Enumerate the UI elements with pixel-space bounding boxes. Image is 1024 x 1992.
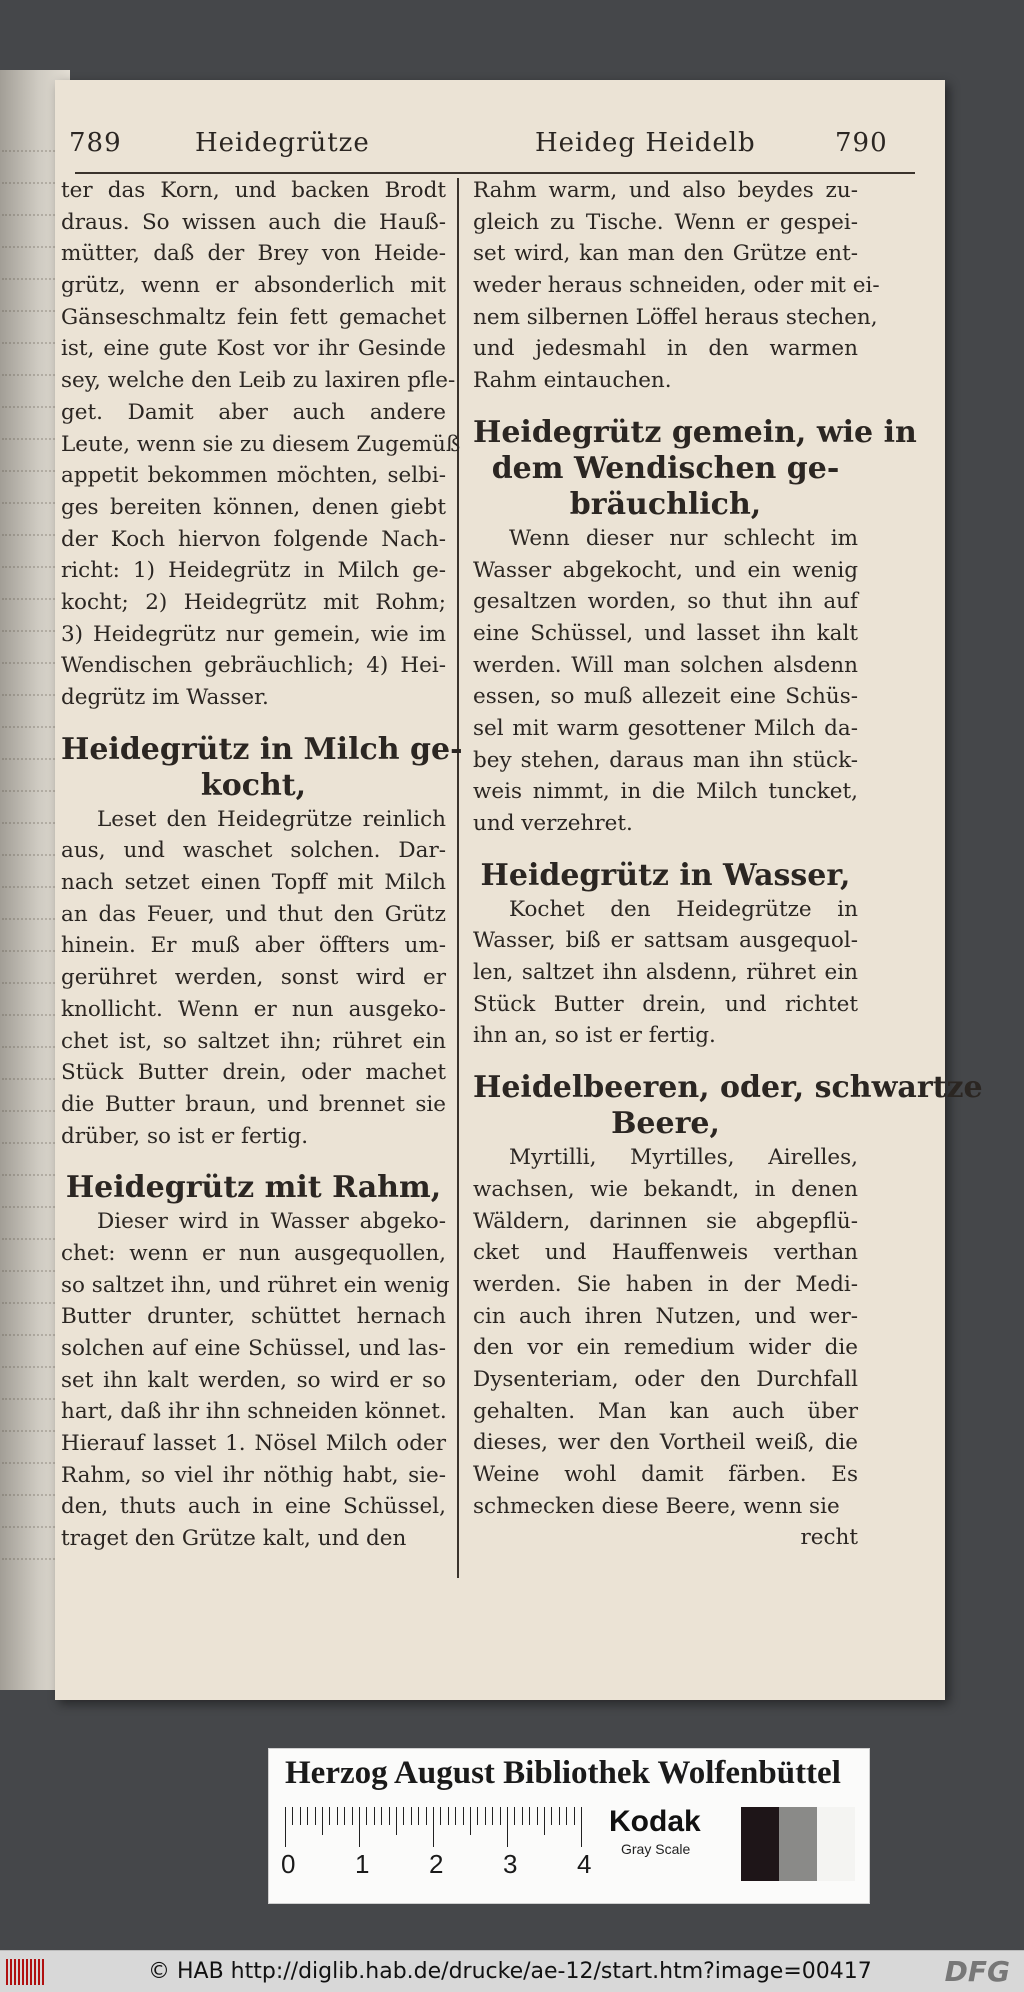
text-line: Wasser, biß er sattsam ausgequol- [473, 928, 858, 954]
wasser-paragraph [473, 894, 858, 1052]
ruler-tick [485, 1807, 486, 1825]
ghost-text-line [2, 150, 62, 166]
ruler-tick [470, 1807, 471, 1835]
ghost-text-line [2, 662, 62, 678]
text-line: traget den Grütze kalt, und den [61, 1526, 407, 1552]
library-name: Herzog August Bibliothek Wolfenbüttel [285, 1755, 841, 1791]
rahm-paragraph [61, 1206, 450, 1555]
book-page [55, 80, 983, 1700]
ghost-text-line [2, 822, 62, 838]
text-line: Rahm warm, und also beydes zu- [473, 178, 858, 203]
scale-ruler [285, 1807, 603, 1847]
text-line: mütter, daß der Brey von Heide- [61, 241, 446, 267]
ghost-text-line [2, 342, 62, 358]
ghost-text-line [2, 246, 62, 262]
left-page-number: 789 [69, 128, 122, 158]
text-line: get. Damit aber auch andere [61, 399, 446, 425]
ghost-text-line [2, 1334, 62, 1350]
text-line: Hierauf lasset 1. Nösel Milch oder [61, 1431, 446, 1457]
ruler-tick [566, 1807, 567, 1825]
text-line: der Koch hiervon folgende Nach- [61, 526, 446, 552]
text-line: werden. Will man solchen alsdenn [473, 652, 858, 678]
text-line: Wäldern, darinnen sie abgepflü- [473, 1208, 858, 1234]
ruler-tick [455, 1807, 456, 1825]
ruler-tick [352, 1807, 353, 1825]
ruler-tick [440, 1807, 441, 1825]
rahm-heading: Heidegrütz mit Rahm, [65, 1170, 442, 1206]
ghost-text-line [2, 694, 62, 710]
ghost-text-line [2, 182, 62, 198]
right-running-title: Heideg Heidelb [535, 128, 756, 158]
ghost-text-line [2, 470, 62, 486]
heading-line: Heidegrütz in Milch ge- [61, 731, 463, 767]
ruler-tick [433, 1807, 434, 1847]
ruler-tick [463, 1807, 464, 1825]
text-line: eine Schüssel, und lasset ihn kalt [473, 620, 858, 646]
left-running-title: Heidegrütze [195, 128, 370, 158]
ruler-tick [285, 1807, 286, 1847]
text-line: sel mit warm gesottener Milch da- [473, 715, 858, 741]
rahm-continued-paragraph [473, 175, 880, 397]
text-line: chet: wenn er nun ausgequollen, [61, 1240, 446, 1266]
milch-paragraph [61, 804, 446, 1153]
ruler-tick [359, 1807, 360, 1847]
ruler-tick [374, 1807, 375, 1825]
text-line: ihn an, so ist er fertig. [473, 1023, 716, 1049]
text-line: wachsen, wie bekandt, in denen [473, 1176, 858, 1202]
ghost-text-line [2, 1494, 62, 1510]
dfg-logo: DFG [944, 1955, 1010, 1988]
ruler-tick [514, 1807, 515, 1825]
ghost-text-line [2, 438, 62, 454]
ghost-text-line [2, 1014, 62, 1030]
text-line: sey, welche den Leib zu laxiren pfle- [61, 368, 456, 394]
catchword: recht [800, 1525, 858, 1551]
text-line: set wird, kan man den Grütze ent- [473, 241, 858, 267]
header-rule [75, 172, 915, 174]
text-line: cket und Hauffenweis verthan [473, 1240, 858, 1266]
ghost-text-line [2, 502, 62, 518]
ruler-tick [396, 1807, 397, 1835]
ruler-tick [344, 1807, 345, 1825]
beeren-paragraph [473, 1142, 858, 1522]
ruler-tick [337, 1807, 338, 1825]
ghost-text-line [2, 1302, 62, 1318]
intro-paragraph [61, 175, 461, 714]
text-line: Dysenteriam, oder den Durchfall [473, 1366, 858, 1392]
ghost-text-line [2, 1046, 62, 1062]
beeren-heading [473, 1070, 983, 1142]
ghost-text-line [2, 1398, 62, 1414]
text-line: grütz, wenn er absonderlich mit [61, 273, 446, 299]
ghost-text-line [2, 374, 62, 390]
text-line: Kochet den Heidegrütze in [509, 896, 858, 922]
text-line: len, saltzet ihn alsdenn, rühret ein [473, 960, 858, 986]
ghost-text-line [2, 758, 62, 774]
text-line: die Butter braun, und brennet sie [61, 1091, 446, 1117]
left-column [61, 175, 463, 1555]
ghost-text-line [2, 1206, 62, 1222]
text-line: gehalten. Man kan auch über [473, 1398, 858, 1424]
text-line: Gänseschmaltz fein fett gemachet [61, 304, 446, 330]
gray-patch-light [817, 1807, 855, 1881]
text-line: nem silbernen Löffel heraus stechen, [473, 304, 878, 330]
column-divider [457, 178, 459, 1578]
ghost-text-line [2, 1366, 62, 1382]
text-line: essen, so muß allezeit eine Schüs- [473, 684, 858, 710]
ghost-text-line [2, 886, 62, 902]
text-line: set ihn kalt werden, so wird er so [61, 1367, 446, 1393]
text-line: gesaltzen worden, so thut ihn auf [473, 589, 858, 615]
ruler-tick [403, 1807, 404, 1825]
heading-line: Heidelbeeren, oder, schwartze [473, 1070, 983, 1106]
text-line: weder heraus schneiden, oder mit ei- [473, 273, 880, 299]
scale-number: 4 [577, 1849, 592, 1879]
ruler-tick [551, 1807, 552, 1825]
text-line: schmecken diese Beere, wenn sie [473, 1493, 840, 1519]
brand-logo: Kodak [609, 1805, 701, 1838]
ghost-text-line [2, 1558, 62, 1574]
ruler-tick [492, 1807, 493, 1825]
ruler-tick [315, 1807, 316, 1825]
ghost-text-line [2, 854, 62, 870]
ghost-text-line [2, 1142, 62, 1158]
gemein-heading [473, 414, 917, 523]
ghost-text-line [2, 950, 62, 966]
text-line: Leset den Heidegrütze reinlich [97, 806, 446, 832]
text-line: bey stehen, daraus man ihn stück- [473, 747, 858, 773]
color-calibration-strip [268, 1748, 870, 1904]
footer-bar [0, 1950, 1024, 1992]
text-line: Weine wohl damit färben. Es [473, 1462, 858, 1487]
text-line: Rahm, so viel ihr nöthig habt, sie- [61, 1462, 446, 1488]
ruler-tick [477, 1807, 478, 1825]
ruler-tick [537, 1807, 538, 1825]
ruler-tick [411, 1807, 412, 1825]
text-line: gleich zu Tische. Wenn er gespei- [473, 209, 858, 235]
ghost-text-line [2, 1430, 62, 1446]
ruler-tick [448, 1807, 449, 1825]
text-line: hart, daß ihr ihn schneiden könnet. [61, 1399, 447, 1425]
text-line: Stück Butter drein, und richtet [473, 991, 858, 1017]
text-line: chet ist, so saltzet ihn; rühret ein [61, 1028, 446, 1054]
text-line: Stück Butter drein, oder machet [61, 1060, 446, 1086]
right-page-number: 790 [835, 128, 888, 158]
ruler-tick [544, 1807, 545, 1835]
ghost-text-line [2, 214, 62, 230]
ruler-tick [581, 1807, 582, 1847]
text-line: den, thuts auch in eine Schüssel, [61, 1494, 446, 1520]
copyright-link[interactable]: © HAB http://diglib.hab.de/drucke/ae-12/start.htm?image=00417 [148, 1959, 872, 1984]
ruler-tick [307, 1807, 308, 1825]
text-line: gerühret werden, sonst wird er [61, 965, 446, 991]
text-line: degrütz im Wasser. [61, 685, 269, 710]
text-line: an das Feuer, und thut den Grütz [61, 901, 446, 927]
text-line: 3) Heidegrütz nur gemein, wie im [61, 621, 446, 647]
text-line: hinein. Er muß aber öffters um- [61, 933, 446, 959]
ghost-text-line [2, 534, 62, 550]
ruler-tick [381, 1807, 382, 1825]
text-line: aus, und waschet solchen. Dar- [61, 838, 446, 864]
ruler-tick [366, 1807, 367, 1825]
wasser-heading: Heidegrütz in Wasser, [480, 857, 851, 893]
text-line: Dieser wird in Wasser abgeko- [97, 1209, 446, 1235]
text-line: ist, eine gute Kost vor ihr Gesinde [61, 336, 446, 362]
milch-heading [61, 731, 463, 804]
gray-patch-dark [741, 1807, 779, 1881]
ruler-tick [329, 1807, 330, 1825]
ghost-text-line [2, 598, 62, 614]
scale-number: 3 [503, 1849, 518, 1879]
ghost-text-line [2, 1526, 62, 1542]
ruler-tick [292, 1807, 293, 1825]
ghost-text-line [2, 918, 62, 934]
text-line: so saltzet ihn, und rühret ein wenig [61, 1272, 450, 1298]
text-line: knollicht. Wenn er nun ausgeko- [61, 996, 446, 1022]
text-line: Wasser abgekocht, und ein wenig [473, 557, 858, 583]
ghost-text-line [2, 1462, 62, 1478]
text-line: den vor ein remedium wider die [473, 1335, 858, 1361]
ghost-text-line [2, 1238, 62, 1254]
text-line: draus. So wissen auch die Hauß- [61, 209, 446, 235]
ghost-text-line [2, 1110, 62, 1126]
text-line: Myrtilli, Myrtilles, Airelles, [509, 1145, 858, 1171]
text-line: weis nimmt, in die Milch tuncket, [473, 779, 858, 805]
heading-line: Beere, [611, 1106, 720, 1142]
text-line: Rahm eintauchen. [473, 368, 672, 394]
ghost-text-line [2, 1270, 62, 1286]
right-column [473, 175, 983, 1554]
heading-line: kocht, [200, 767, 307, 803]
text-line: und jedesmahl in den warmen [473, 336, 858, 362]
ruler-tick [559, 1807, 560, 1825]
ruler-tick [322, 1807, 323, 1835]
ghost-text-line [2, 1174, 62, 1190]
ghost-text-line [2, 790, 62, 806]
ruler-tick [574, 1807, 575, 1825]
brand-subtitle: Gray Scale [621, 1841, 691, 1857]
text-line: ges bereiten können, denen giebt [61, 494, 446, 520]
ruler-tick [389, 1807, 390, 1825]
text-line: dieses, wer den Vortheil weiß, die [473, 1430, 858, 1456]
text-line: appetit bekommen möchten, selbi- [61, 463, 446, 489]
heading-line: dem Wendischen ge- [491, 450, 840, 486]
text-line: Wenn dieser nur schlecht im [509, 525, 858, 551]
heading-line: bräuchlich, [569, 486, 762, 522]
ruler-tick [522, 1807, 523, 1825]
ruler-tick [426, 1807, 427, 1825]
text-line: ter das Korn, und backen Brodt [61, 178, 446, 203]
text-line: Wendischen gebräuchlich; 4) Hei- [61, 653, 446, 679]
scale-number: 0 [281, 1849, 296, 1879]
text-line: werden. Sie haben in der Medi- [473, 1271, 858, 1297]
ruler-tick [529, 1807, 530, 1825]
text-line: kocht; 2) Heidegrütz mit Rohm; [61, 589, 446, 615]
text-line: nach setzet einen Topff mit Milch [61, 870, 446, 896]
text-line: drüber, so ist er fertig. [61, 1123, 309, 1149]
text-line: Butter drunter, schüttet hernach [61, 1304, 446, 1330]
ruler-tick [300, 1807, 301, 1825]
gemein-paragraph [473, 523, 858, 840]
text-line: solchen auf eine Schüssel, und las- [61, 1336, 446, 1361]
text-line: cin auch ihren Nutzen, und wer- [473, 1303, 858, 1329]
gray-patch-mid [779, 1807, 817, 1881]
ghost-text-line [2, 566, 62, 582]
barcode-icon [6, 1959, 46, 1985]
text-line: Leute, wenn sie zu diesem Zugemüß [61, 431, 461, 457]
text-line: richt: 1) Heidegrütz in Milch ge- [61, 558, 446, 584]
ghost-text-line [2, 310, 62, 326]
heading-line: Heidegrütz gemein, wie in [473, 414, 917, 450]
ruler-tick [507, 1807, 508, 1847]
ghost-text-line [2, 982, 62, 998]
ghost-text-line [2, 278, 62, 294]
ruler-tick [500, 1807, 501, 1825]
ghost-text-line [2, 406, 62, 422]
scale-number: 1 [355, 1849, 370, 1879]
ghost-text-line [2, 630, 62, 646]
ghost-text-line [2, 726, 62, 742]
scale-number: 2 [429, 1849, 444, 1879]
ghost-text-line [2, 1078, 62, 1094]
ruler-tick [418, 1807, 419, 1825]
text-line: und verzehret. [473, 811, 633, 836]
